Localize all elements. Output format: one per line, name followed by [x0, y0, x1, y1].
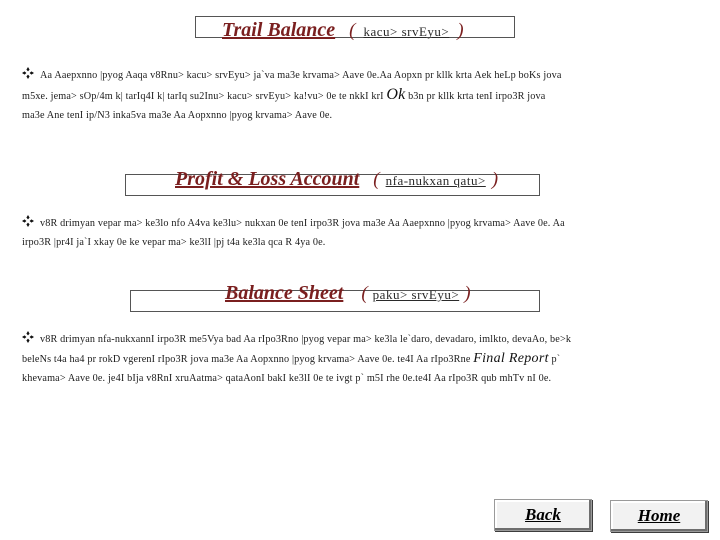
trail-balance-open-paren: (	[349, 20, 356, 41]
trail-balance-paragraph	[22, 66, 698, 125]
balance-sheet-title: Balance Sheet	[225, 282, 344, 304]
home-button[interactable]	[610, 500, 708, 532]
profit-loss-heading	[175, 169, 498, 189]
balance-sheet-paragraph	[22, 330, 698, 388]
back-button[interactable]	[494, 499, 592, 531]
bullet-icon	[22, 331, 34, 343]
balance-sheet-gloss: paku> srvEyu>	[372, 287, 460, 302]
profit-loss-close-paren: )	[491, 169, 499, 190]
balance-sheet-heading	[225, 283, 471, 303]
profit-loss-paragraph	[22, 214, 698, 252]
trail-balance-gloss: kacu> srvEyu>	[363, 24, 450, 39]
profit-loss-title: Profit & Loss Account	[175, 168, 360, 190]
bullet-icon	[22, 67, 34, 79]
bullet-icon	[22, 215, 34, 227]
balance-sheet-line-2-tail: p`	[551, 354, 561, 365]
trail-balance-heading	[222, 20, 464, 40]
balance-sheet-close-paren: )	[464, 283, 471, 304]
balance-sheet-line-2: beleNs t4a ha4 pr rokD vgerenI rIpo3R jova ma3e Aa Aopxnno |pyog krvama> Aave 0e. te4I Aa rIpo3Rne	[22, 354, 471, 365]
trail-balance-line-3: ma3e Ane tenI ip/N3 inka5va ma3e Aa Aopxnno |pyog krvama> Aave 0e.	[22, 110, 333, 121]
back-button-label: Back	[525, 505, 561, 524]
ok-term: Ok	[386, 86, 406, 103]
trail-balance-title: Trail Balance	[222, 19, 336, 41]
balance-sheet-line-1: v8R drimyan nfa-nukxannI irpo3R me5Vya bad Aa rIpo3Rno |pyog vepar ma> ke3la le`daro, devadaro, imlkto, devaAo, be>k	[40, 334, 572, 345]
trail-balance-close-paren: )	[457, 20, 464, 41]
profit-loss-line-1: v8R drimyan vepar ma> ke3lo nfo A4va ke3lu> nukxan 0e tenI irpo3R jova ma3e Aa Aaepxnno |pyog krvama> Aave 0e. Aa	[40, 218, 565, 229]
profit-loss-gloss: nfa-nukxan qatu>	[385, 173, 486, 188]
trail-balance-line-1: Aa Aaepxnno |pyog Aaqa v8Rnu> kacu> srvEyu> ja`va ma3e krvama> Aave 0e.Aa Aopxn pr kllk krta Aek heLp boKs jova	[40, 70, 562, 81]
balance-sheet-line-3: khevama> Aave 0e. je4I bIja v8RnI xruAatma> qataAonI bakI ke3lI 0e te ivgt p` m5I rhe 0e.te4I Aa rIpo3R qub mhTv nI 0e.	[22, 373, 552, 384]
trail-balance-line-2: m5xe. jema> sOp/4m k| tarIq4I k| tarIq su2Inu> kacu> srvEyu> ka!vu> 0e te nkkI krI	[22, 91, 384, 102]
profit-loss-line-2: irpo3R |pr4I ja`I xkay 0e ke vepar ma> ke3lI |pj t4a ke3la qca R 4ya 0e.	[22, 237, 326, 248]
final-report-term: Final Report	[473, 351, 549, 366]
home-button-label: Home	[637, 506, 681, 525]
profit-loss-open-paren: (	[373, 169, 380, 190]
balance-sheet-open-paren: (	[361, 283, 368, 304]
trail-balance-line-2-after: b3n pr kllk krta tenI irpo3R jova	[408, 91, 546, 102]
